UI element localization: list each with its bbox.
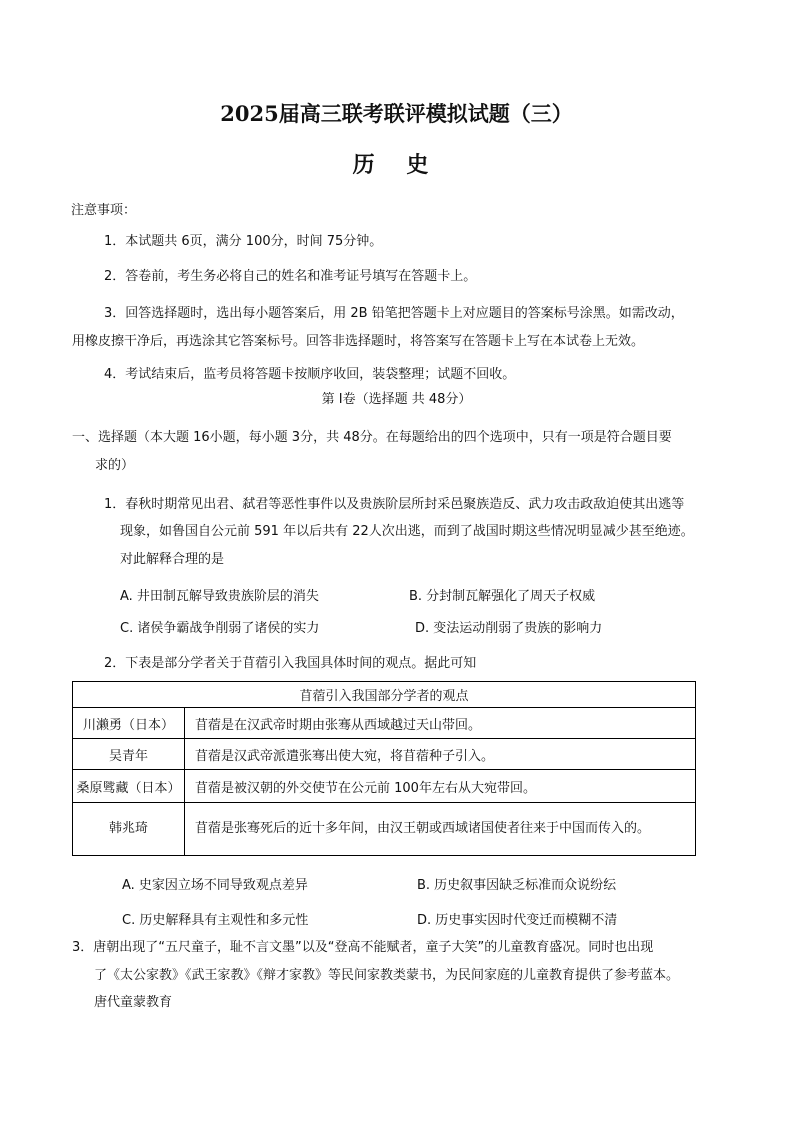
q2-option-b: B. 历史叙事因缺乏标准而众说纷纭 — [417, 878, 617, 893]
q3-stem-line-1: 3．唐朝出现了“五尺童子，耻不言文墨”以及“登高不能赋者，童子大笑”的儿童教育盛况。同时也出现 — [72, 940, 654, 955]
exam-title: 2025届高三联考联评模拟试题（三） — [220, 101, 573, 126]
q3-stem-line-2: 了《太公家教》《武王家教》《辩才家教》等民间家教类蒙书，为民间家庭的儿童教育提供了参考蓝本。 — [94, 968, 680, 983]
q2-option-a: A. 史家因立场不同导致观点差异 — [122, 878, 308, 893]
q1-option-d: D. 变法运动削弱了贵族的影响力 — [415, 621, 603, 636]
table-row — [73, 708, 696, 739]
scholar-name: 桑原骘藏（日本） — [73, 770, 185, 803]
section-heading-line-2: 求的） — [95, 458, 135, 473]
q1-option-b: B. 分封制瓦解强化了周天子权威 — [409, 589, 596, 604]
table-row — [73, 803, 696, 856]
q2-option-c: C. 历史解释具有主观性和多元性 — [122, 913, 309, 928]
part1-heading: 第 I卷（选择题 共 48分） — [321, 392, 472, 407]
q1-option-c: C. 诸侯争霸战争削弱了诸侯的实力 — [120, 621, 320, 636]
notice-item-3-line-1: 3．回答选择题时，选出每小题答案后，用 2B 铅笔把答题卡上对应题目的答案标号涂黑。如需改动， — [104, 306, 684, 321]
scholar-view: 苜蓿是在汉武帝时期由张骞从西域越过天山带回。 — [185, 708, 696, 739]
table-header-row — [73, 682, 696, 708]
q1-option-a: A. 井田制瓦解导致贵族阶层的消失 — [120, 589, 319, 604]
scholar-name: 韩兆琦 — [73, 803, 185, 856]
q3-stem-line-3: 唐代童蒙教育 — [94, 995, 173, 1010]
table-row — [73, 770, 696, 803]
q1-stem-line-1: 1．春秋时期常见出君、弑君等恶性事件以及贵族阶层所封采邑聚族造反、武力攻击政敌迫使其出逃等 — [104, 497, 685, 512]
scholar-name: 川濑勇（日本） — [73, 708, 185, 739]
q2-stem: 2．下表是部分学者关于苜蓿引入我国具体时间的观点。据此可知 — [104, 656, 477, 671]
table-row — [73, 739, 696, 770]
scholar-name: 吴青年 — [73, 739, 185, 770]
notice-item-3-line-2: 用橡皮擦干净后，再选涂其它答案标号。回答非选择题时，将答案写在答题卡上写在本试卷上无效。 — [72, 334, 645, 349]
scholar-view: 苜蓿是张骞死后的近十多年间，由汉王朝或西域诸国使者往来于中国而传入的。 — [185, 803, 696, 856]
notice-item-4: 4．考试结束后，监考员将答题卡按顺序收回，装袋整理；试题不回收。 — [104, 367, 516, 382]
scholar-view: 苜蓿是汉武帝派遣张骞出使大宛，将苜蓿种子引入。 — [185, 739, 696, 770]
notice-item-2: 2．答卷前，考生务必将自己的姓名和准考证号填写在答题卡上。 — [104, 269, 477, 284]
notice-item-1: 1．本试题共 6页，满分 100分，时间 75分钟。 — [104, 234, 383, 249]
q1-stem-line-2: 现象，如鲁国自公元前 591 年以后共有 22人次出逃，而到了战国时期这些情况明显减少甚至绝迹。 — [120, 524, 694, 539]
q2-option-d: D. 历史事实因时代变迁而模糊不清 — [417, 913, 618, 928]
table-title: 苜蓿引入我国部分学者的观点 — [73, 682, 696, 708]
scholar-views-table — [72, 681, 696, 856]
section-heading-line-1: 一、选择题（本大题 16小题，每小题 3分，共 48分。在每题给出的四个选项中，只有一项是符合题目要 — [72, 430, 672, 445]
q1-stem-line-3: 对此解释合理的是 — [120, 552, 225, 567]
exam-subject: 历 史 — [352, 152, 441, 178]
scholar-view: 苜蓿是被汉朝的外交使节在公元前 100年左右从大宛带回。 — [185, 770, 696, 803]
notice-heading: 注意事项： — [71, 203, 137, 218]
